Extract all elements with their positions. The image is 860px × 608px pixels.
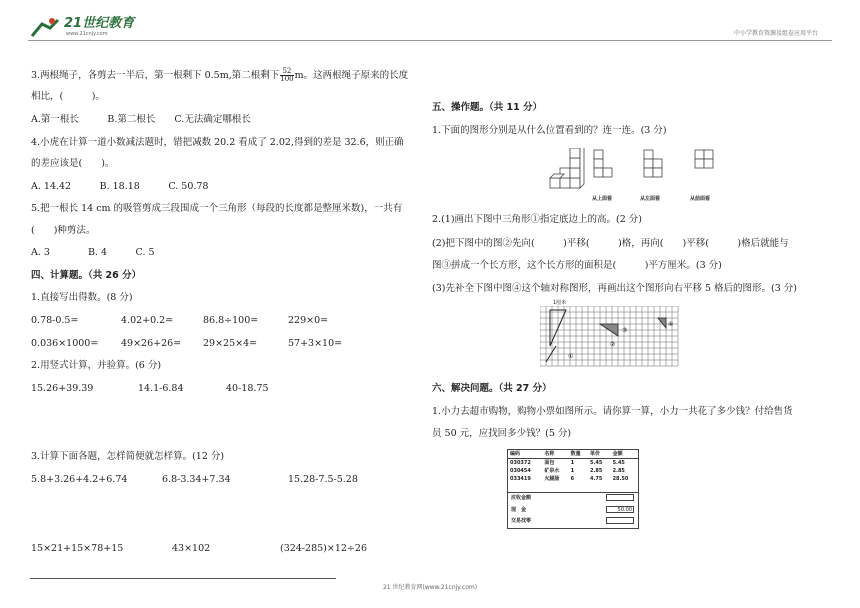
fraction-denominator: 100 [280,75,294,83]
shopping-receipt [507,449,639,529]
receipt-cash-label: 现 金 [511,507,527,513]
footer-divider [30,578,336,579]
receipt-change-label: 交易找零 [511,518,532,524]
receipt-cash-box: 50.00 [606,506,634,513]
receipt-col-amount: 金额 [611,450,638,459]
q3-3-text-a: 3.两根绳子，各剪去一半后，第一根剩下 0.5m,第二根剩下 [31,70,280,81]
logo-text: 21世纪教育 [64,16,135,31]
question-3-3-line1 [31,68,408,83]
simplify-calc-r2-c1: 15×21+15×78+15 [31,543,124,554]
question-3-5-options: A. 3 B. 4 C. 5 [31,247,155,258]
receipt-col-qty: 数量 [569,450,588,459]
site-name: 中小学教育资源及组卷应用平台 [733,30,818,37]
caption-front-view: 从前面看 [690,196,711,202]
cube-stack-figure [546,148,586,198]
simplify-calc-r1-c1: 5.8+3.26+4.2+6.74 [31,474,128,485]
table-row [508,475,638,483]
question-3-3-options: A.第一根长 B.第二根长 C.无法确定哪根长 [31,114,251,125]
table-row [508,459,638,468]
calc-4-1-r1-c3: 86.8÷100= [203,315,259,326]
table-row [508,467,638,475]
simplify-calc-r1-c3: 15.28-7.5-5.28 [288,474,358,485]
question-3-5-line1: 5.把一根长 14 cm 的吸管剪成三段围成一个三角形（每段的长度都是整厘米数)，一共有 [31,203,403,214]
cell-price: 4.75 [589,476,603,482]
mark-1: ① [568,353,574,360]
cell-price: 2.85 [589,468,603,474]
question-4-3: 3.计算下面各题，怎样简便就怎样算。(12 分) [31,451,225,462]
question-4-1: 1.直接写出得数。(8 分) [31,292,133,303]
simplify-calc-r2-c2: 43×102 [172,543,211,554]
cell-code: 030372 [510,460,531,466]
runner-logo-icon [28,16,62,40]
footer-text: 21 世纪教育网(www.21cnjy.com) [382,584,478,591]
vertical-calc-3: 40-18.75 [226,383,269,394]
cell-name: 火腿肠 [544,476,560,482]
cell-name: 面包 [544,460,555,466]
calc-4-1-r2-c2: 49×26+26= [121,338,182,349]
question-6-1-line1: 1.小力去超市购物，购物小票如图所示。请你算一算，小力一共花了多少钱？付给售货 [432,406,793,417]
vertical-calc-1: 15.26+39.39 [31,383,94,394]
question-3-5-line2: ( )种剪法。 [31,225,96,236]
simplify-calc-r2-c3: (324-285)×12÷26 [280,543,367,554]
cell-qty: 1 [570,468,575,474]
cell-amount: 5.45 [612,460,625,466]
mark-2: ② [610,341,616,348]
question-5-2-2-line1: (2)把下图中的图②先向( )平移( )格，再向( )平移( )格后就能与 [432,238,789,249]
mark-4: ④ [668,321,674,328]
section-6-title: 六、解决问题。（共 27 分） [432,383,552,394]
q3-3-text-b: m。这两根绳子原来的长度 [294,70,409,81]
question-3-4-options: A. 14.42 B. 18.18 C. 50.78 [31,181,209,192]
cell-amount: 2.85 [612,468,625,474]
view-figure-left [642,148,666,192]
cell-price: 5.45 [589,460,603,466]
receipt-divider [508,492,638,493]
receipt-table [508,450,638,483]
caption-left-view: 从左面看 [640,196,661,202]
question-3-4-line2: 的差应该是( )。 [31,158,115,169]
question-5-2-1: 2.(1)画出下图中三角形①指定底边上的高。(2 分) [432,214,642,225]
question-5-2-3: (3)先补全下图中图④这个轴对称图形，再画出这个图形向右平移 5 格后的图形。(3 分) [432,283,798,294]
calc-4-1-r2-c1: 0.036×1000= [31,338,99,349]
receipt-change-box [606,517,634,524]
cell-qty: 6 [570,476,575,482]
receipt-col-code: 编码 [508,450,542,459]
view-figure-front [693,148,717,192]
cell-code: 030454 [510,468,531,474]
question-3-3-line2: 相比，( )。 [31,91,105,102]
calc-4-1-r1-c2: 4.02+0.2= [121,315,174,326]
question-6-1-line2: 员 50 元，应找回多少钱？(5 分) [432,428,572,439]
calc-4-1-r1-c4: 229×0= [288,315,329,326]
logo-url: www.21cnjy.com [66,31,108,37]
figure-4 [658,318,666,328]
site-logo [28,16,148,42]
receipt-due-box [606,494,634,501]
question-5-2-2-line2: 图③拼成一个长方形，这个长方形的面积是( )平方厘米。(3 分) [432,260,722,271]
receipt-col-name: 名称 [542,450,568,459]
view-figure-top [592,148,616,192]
cell-amount: 28.50 [612,476,629,482]
square-grid-figure [540,306,680,372]
calc-4-1-r1-c1: 0.78-0.5= [31,315,79,326]
grid-scale-label: 1厘米 [553,300,567,306]
simplify-calc-r1-c2: 6.8-3.34+7.34 [162,474,231,485]
question-5-1: 1.下面的图形分别是从什么位置看到的？连一连。(3 分) [432,125,667,136]
calc-4-1-r2-c3: 29×25×4= [203,338,258,349]
section-4-title: 四、计算题。（共 26 分） [31,270,142,281]
receipt-header-row [508,450,638,459]
caption-top-view: 从上面看 [592,196,613,202]
cell-name: 矿泉水 [544,468,560,474]
question-4-2: 2.用竖式计算，并验算。(6 分) [31,360,162,371]
calc-4-1-r2-c4: 57+3×10= [288,338,343,349]
header-divider [28,40,832,41]
cell-qty: 1 [570,460,575,466]
fraction-52-100 [280,68,293,83]
receipt-col-price: 单价 [588,450,611,459]
fraction-numerator: 52 [280,68,293,76]
receipt-due-label: 应收金额 [511,495,532,501]
section-5-title: 五、操作题。（共 11 分） [432,102,543,113]
vertical-calc-2: 14.1-6.84 [138,383,184,394]
mark-3: ③ [622,327,628,334]
cell-code: 033419 [510,476,531,482]
question-3-4-line1: 4.小虎在计算一道小数减法题时，错把减数 20.2 看成了 2.02,得到的差是 32.6，则正确 [31,137,404,148]
